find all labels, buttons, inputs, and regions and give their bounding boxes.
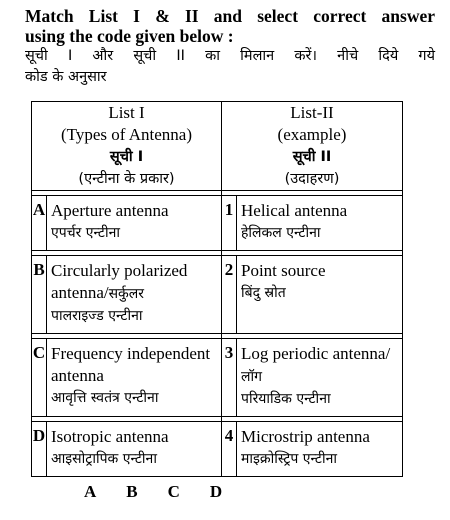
row-label-2: 2 [222,256,237,334]
list1-subtitle: (Types of Antenna) [61,125,192,144]
row-label-3: 3 [222,339,237,417]
list2-item-hi: माइक्रोस्ट्रिप एन्टीना [241,451,337,467]
list1-item-hi: एपर्चर एन्टीना [51,225,120,241]
list2-item-en [241,343,398,388]
code-label-a: A [84,482,97,501]
table-row [32,256,403,334]
list2-title: List-II [290,103,334,122]
list2-item-en: Microstrip antenna [241,427,370,446]
row-label-c: C [32,339,47,417]
list1-hi-title: सूची I [109,149,144,165]
question-text [25,6,435,87]
row-label-4: 4 [222,422,237,477]
list2-item-hi-inline: लॉग [241,369,262,385]
table-row [32,196,403,251]
list1-item-en [51,260,217,305]
list2-item-en: Helical antenna [241,201,348,220]
list2-item-hi: हेलिकल एन्टीना [241,225,321,241]
list2-subtitle: (example) [277,125,347,144]
list2-item [237,339,403,417]
list1-item [47,256,222,334]
code-label-c: C [167,482,180,501]
list2-header [222,102,403,191]
question-hi-line2: कोड के अनुसार [25,69,107,85]
list1-item [47,196,222,251]
row-label-d: D [32,422,47,477]
list1-item-en: Frequency independent antenna [51,344,211,385]
row-label-b: B [32,256,47,334]
question-en-line2: using the code given below : [25,26,234,46]
list1-item [47,339,222,417]
list2-hi-subtitle: (उदाहरण) [284,171,340,187]
table-row [32,422,403,477]
list1-item-hi: पालराइज्ड एन्टीना [51,308,143,324]
list1-item-en: Aperture antenna [51,201,169,220]
list1-hi-subtitle: (एन्टीना के प्रकार) [78,171,175,187]
code-labels [84,482,222,502]
row-label-1: 1 [222,196,237,251]
code-label-b: B [126,482,138,501]
list2-item-hi: परियाडिक एन्टीना [241,391,331,407]
match-table [31,101,403,477]
table-header-row [32,102,403,191]
row-label-a: A [32,196,47,251]
list1-item [47,422,222,477]
list2-item-hi: बिंदु स्रोत [241,285,286,301]
list2-item [237,196,403,251]
code-label-d: D [209,482,223,501]
list2-hi-title: सूची II [292,149,332,165]
list2-item-en-text: Log periodic antenna/ [241,344,391,363]
list1-title: List I [108,103,145,122]
list2-item [237,256,403,334]
table-row [32,339,403,417]
list1-header [32,102,222,191]
list2-item [237,422,403,477]
list1-item-en: Isotropic antenna [51,427,169,446]
list2-item-en: Point source [241,261,326,280]
question-hi-line1: सूची I और सूची II का मिलान करें। नीचे दिये गये [25,48,435,64]
question-en-line1: Match List I & II and select correct answer [25,6,435,26]
list1-item-en-text: Circularly polarized antenna/ [51,261,188,302]
list1-item-hi: आइसोट्रापिक एन्टीना [51,451,157,467]
list1-item-hi: आवृत्ति स्वतंत्र एन्टीना [51,390,159,406]
list1-item-hi-inline: सर्कुलर [108,286,145,302]
